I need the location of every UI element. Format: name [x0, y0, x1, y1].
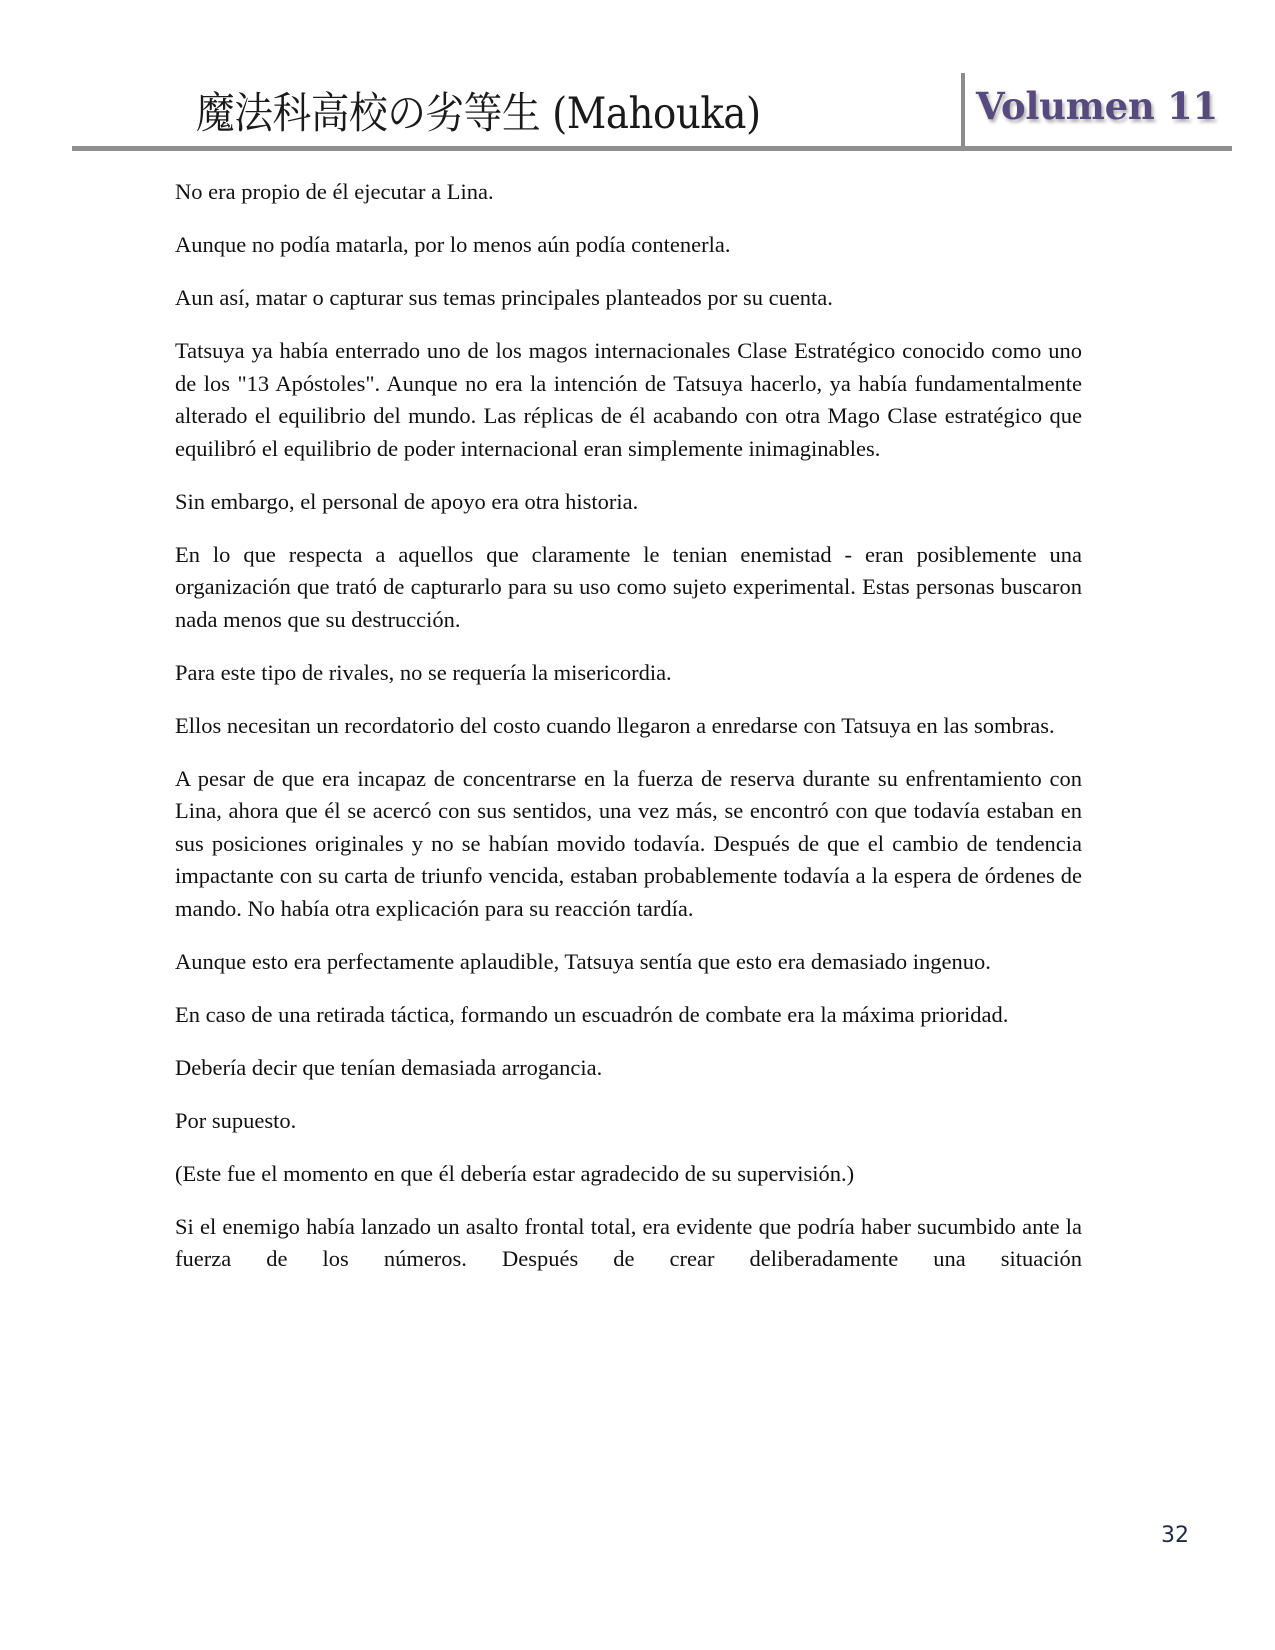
- body-text: [175, 176, 1082, 1296]
- paragraph: Por supuesto.: [175, 1107, 297, 1133]
- page-header: [0, 0, 1275, 160]
- paragraph: (Este fue el momento en que él debería estar agradecido de su supervisión.): [175, 1160, 855, 1186]
- paragraph: Aunque no podía matarla, por lo menos aún podía contenerla.: [175, 232, 731, 257]
- paragraph: Ellos necesitan un recordatorio del costo cuando llegaron a enredarse con Tatsuya en las sombras.: [175, 712, 1055, 738]
- paragraph: Debería decir que tenían demasiada arrogancia.: [175, 1054, 603, 1080]
- paragraph: Aunque esto era perfectamente aplaudible, Tatsuya sentía que esto era demasiado ingenuo.: [175, 948, 991, 974]
- volume-label: Volumen 11: [976, 84, 1218, 128]
- paragraph: Sin embargo, el personal de apoyo era otra historia.: [175, 488, 639, 514]
- page-number: 32: [1161, 1523, 1189, 1548]
- paragraph: Tatsuya ya había enterrado uno de los magos internacionales Clase Estratégico conocido como uno de los "13 Apóstoles". Aunque no era la intención de Tatsuya hacerlo, ya había fundamentalmente alterado el equilibrio del mundo. Las réplicas de él acabando con otra Mago Clase estratégico que equilibró el equilibrio de poder internacional eran simplemente inimaginables.: [175, 338, 1082, 461]
- paragraph: En lo que respecta a aquellos que claramente le tenian enemistad - eran posiblemente una organización que trató de capturarlo para su uso como sujeto experimental. Estas personas buscaron nada menos que su destrucción.: [175, 541, 1082, 632]
- series-title: 魔法科高校の劣等生 (Mahouka): [196, 89, 761, 139]
- paragraph: Para este tipo de rivales, no se requería la misericordia.: [175, 659, 672, 685]
- paragraph: En caso de una retirada táctica, formando un escuadrón de combate era la máxima prioridad.: [175, 1001, 1009, 1027]
- header-vertical-divider: [961, 73, 965, 151]
- header-rule: [72, 146, 1232, 151]
- paragraph: No era propio de él ejecutar a Lina.: [175, 179, 494, 204]
- paragraph: Aun así, matar o capturar sus temas principales planteados por su cuenta.: [175, 285, 833, 310]
- paragraph: Si el enemigo había lanzado un asalto frontal total, era evidente que podría haber sucumbido ante la fuerza de los números. Después de crear deliberadamente una situación: [175, 1213, 1082, 1271]
- paragraph: A pesar de que era incapaz de concentrarse en la fuerza de reserva durante su enfrentamiento con Lina, ahora que él se acercó con sus sentidos, una vez más, se encontró con que todavía estaban en sus posiciones originales y no se habían movido todavía. Después de que el cambio de tendencia impactante con su carta de triunfo vencida, estaban probablemente todavía a la espera de órdenes de mando. No había otra explicación para su reacción tardía.: [175, 765, 1082, 921]
